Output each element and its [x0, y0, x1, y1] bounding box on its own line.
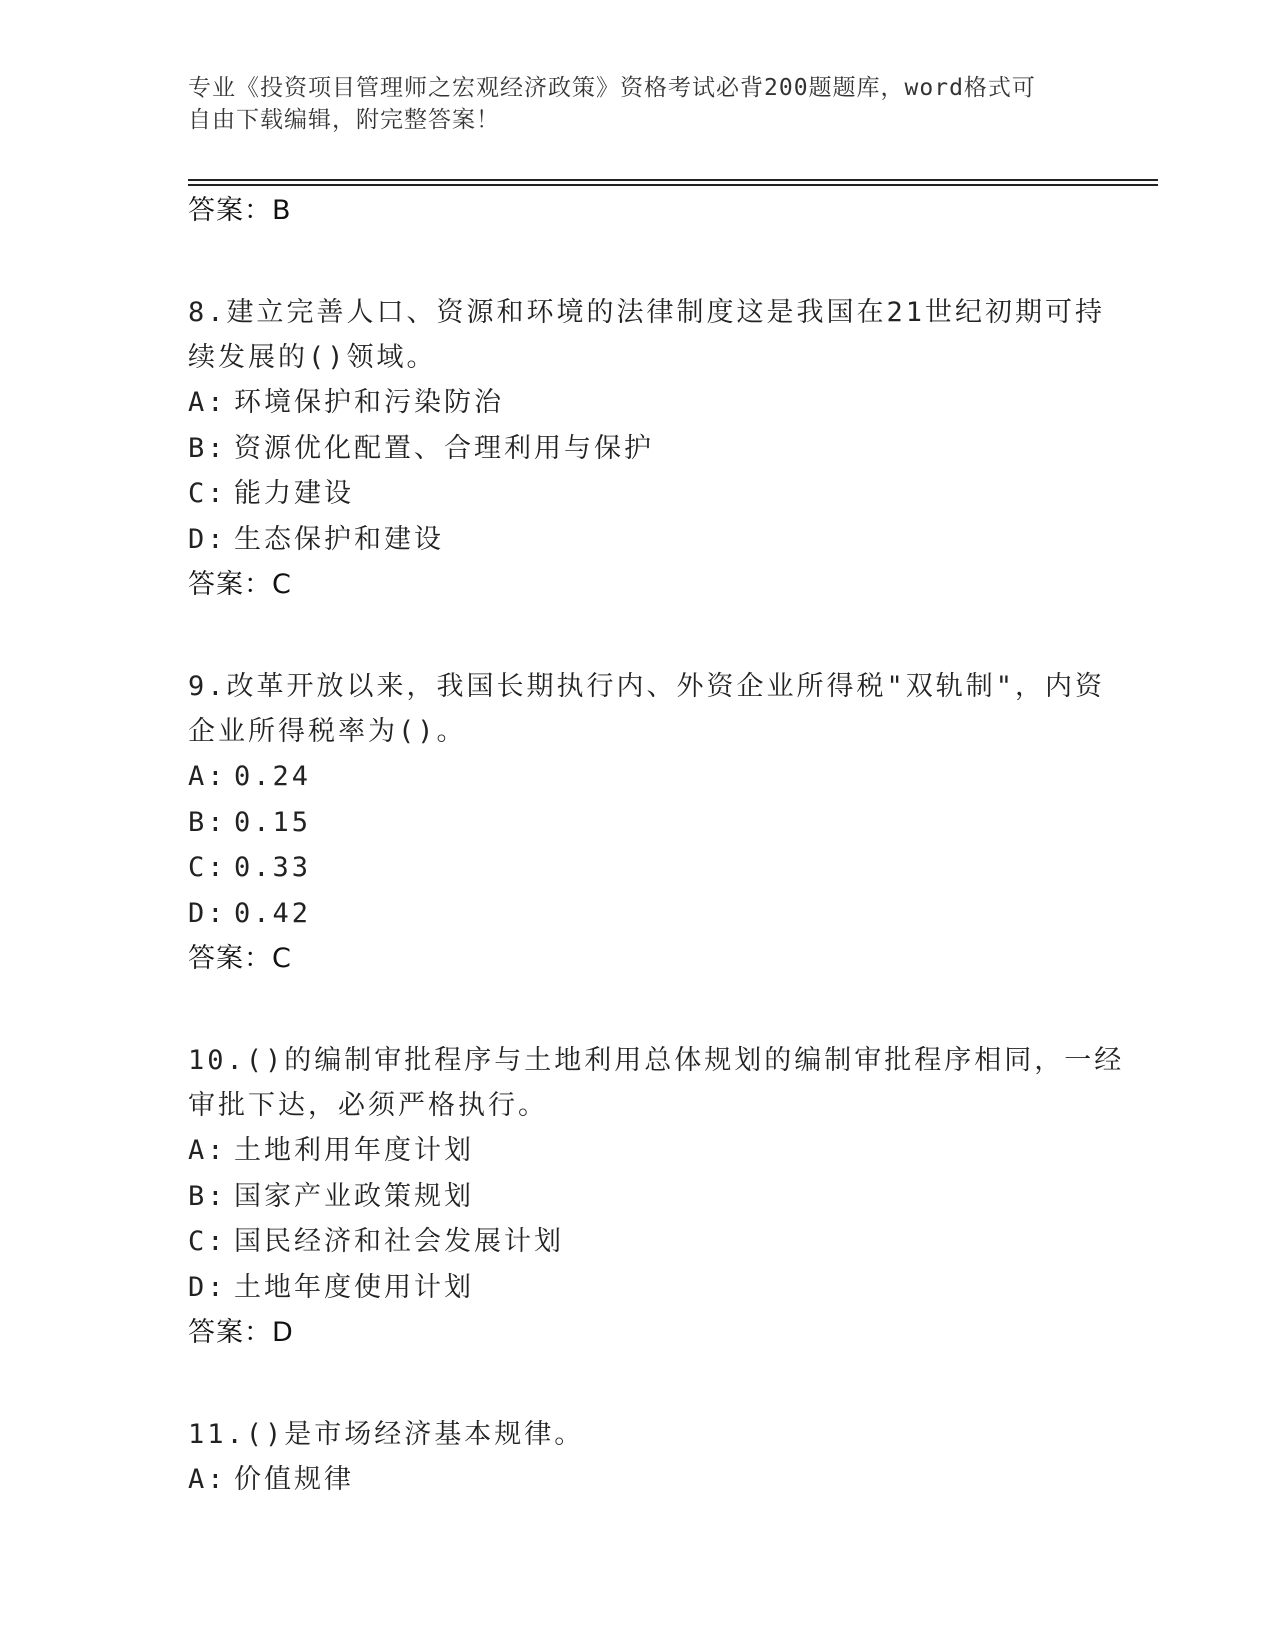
- option-a: [188, 1457, 1128, 1503]
- question-stem-line: 8.建立完善人口、资源和环境的法律制度这是我国在21世纪初期可持: [188, 297, 1106, 328]
- option-a: [188, 754, 1128, 800]
- question-stem-line: 11.()是市场经济基本规律。: [188, 1419, 585, 1450]
- option-label: B:: [188, 432, 227, 464]
- question-stem-line: 企业所得税率为()。: [188, 716, 467, 747]
- option-text: 能力建设: [234, 478, 354, 509]
- question-stem-line: 9.改革开放以来，我国长期执行内、外资企业所得税"双轨制"，内资: [188, 671, 1106, 702]
- option-label: A:: [188, 1464, 227, 1495]
- option-b: [188, 800, 1128, 846]
- option-text: 国民经济和社会发展计划: [234, 1226, 564, 1257]
- header-line-2: 自由下载编辑，附完整答案！: [188, 107, 500, 133]
- option-label: B:: [188, 806, 227, 838]
- question-stem-line: 10.()的编制审批程序与土地利用总体规划的编制审批程序相同，一经: [188, 1045, 1125, 1076]
- option-text: 0.42: [234, 897, 312, 929]
- header-divider-top: [188, 179, 1158, 181]
- option-a: [188, 1128, 1128, 1174]
- option-label: A:: [188, 761, 227, 792]
- question-list: [188, 188, 1128, 1503]
- option-text: 环境保护和污染防治: [234, 387, 504, 418]
- option-d: [188, 1265, 1128, 1311]
- option-text: 0.15: [234, 806, 312, 838]
- document-header: [188, 72, 1088, 136]
- answer: 答案：D: [188, 1317, 294, 1348]
- question-stem-line: 审批下达，必须严格执行。: [188, 1090, 548, 1121]
- option-text: 土地利用年度计划: [234, 1135, 474, 1166]
- option-label: B:: [188, 1180, 227, 1212]
- option-label: D:: [188, 523, 227, 555]
- header-divider-bottom: [188, 184, 1158, 186]
- option-text: 0.33: [234, 852, 312, 883]
- option-label: C:: [188, 478, 227, 509]
- option-label: A:: [188, 1135, 227, 1166]
- option-label: C:: [188, 1226, 227, 1257]
- question-stem-line: 续发展的()领域。: [188, 342, 437, 373]
- option-b: [188, 426, 1128, 472]
- option-c: [188, 1219, 1128, 1265]
- option-text: 0.24: [234, 761, 312, 792]
- option-d: [188, 517, 1128, 563]
- option-text: 土地年度使用计划: [234, 1271, 474, 1303]
- option-text: 资源优化配置、合理利用与保护: [234, 432, 654, 464]
- option-label: A:: [188, 387, 227, 418]
- question-10: [188, 1038, 1128, 1356]
- answer: 答案：C: [188, 569, 292, 600]
- option-d: [188, 891, 1128, 937]
- option-text: 生态保护和建设: [234, 523, 444, 555]
- option-b: [188, 1174, 1128, 1220]
- option-label: D:: [188, 897, 227, 929]
- answer: 答案：C: [188, 943, 292, 974]
- header-line-1: 专业《投资项目管理师之宏观经济政策》资格考试必背200题题库，word格式可: [188, 75, 1036, 101]
- question-11: [188, 1412, 1128, 1503]
- option-label: C:: [188, 852, 227, 883]
- option-c: [188, 845, 1128, 891]
- question-9: [188, 664, 1128, 982]
- option-a: [188, 380, 1128, 426]
- previous-answer: 答案：B: [188, 195, 292, 226]
- option-c: [188, 471, 1128, 517]
- option-text: 价值规律: [234, 1464, 354, 1495]
- option-label: D:: [188, 1271, 227, 1303]
- question-8: [188, 290, 1128, 608]
- option-text: 国家产业政策规划: [234, 1180, 474, 1212]
